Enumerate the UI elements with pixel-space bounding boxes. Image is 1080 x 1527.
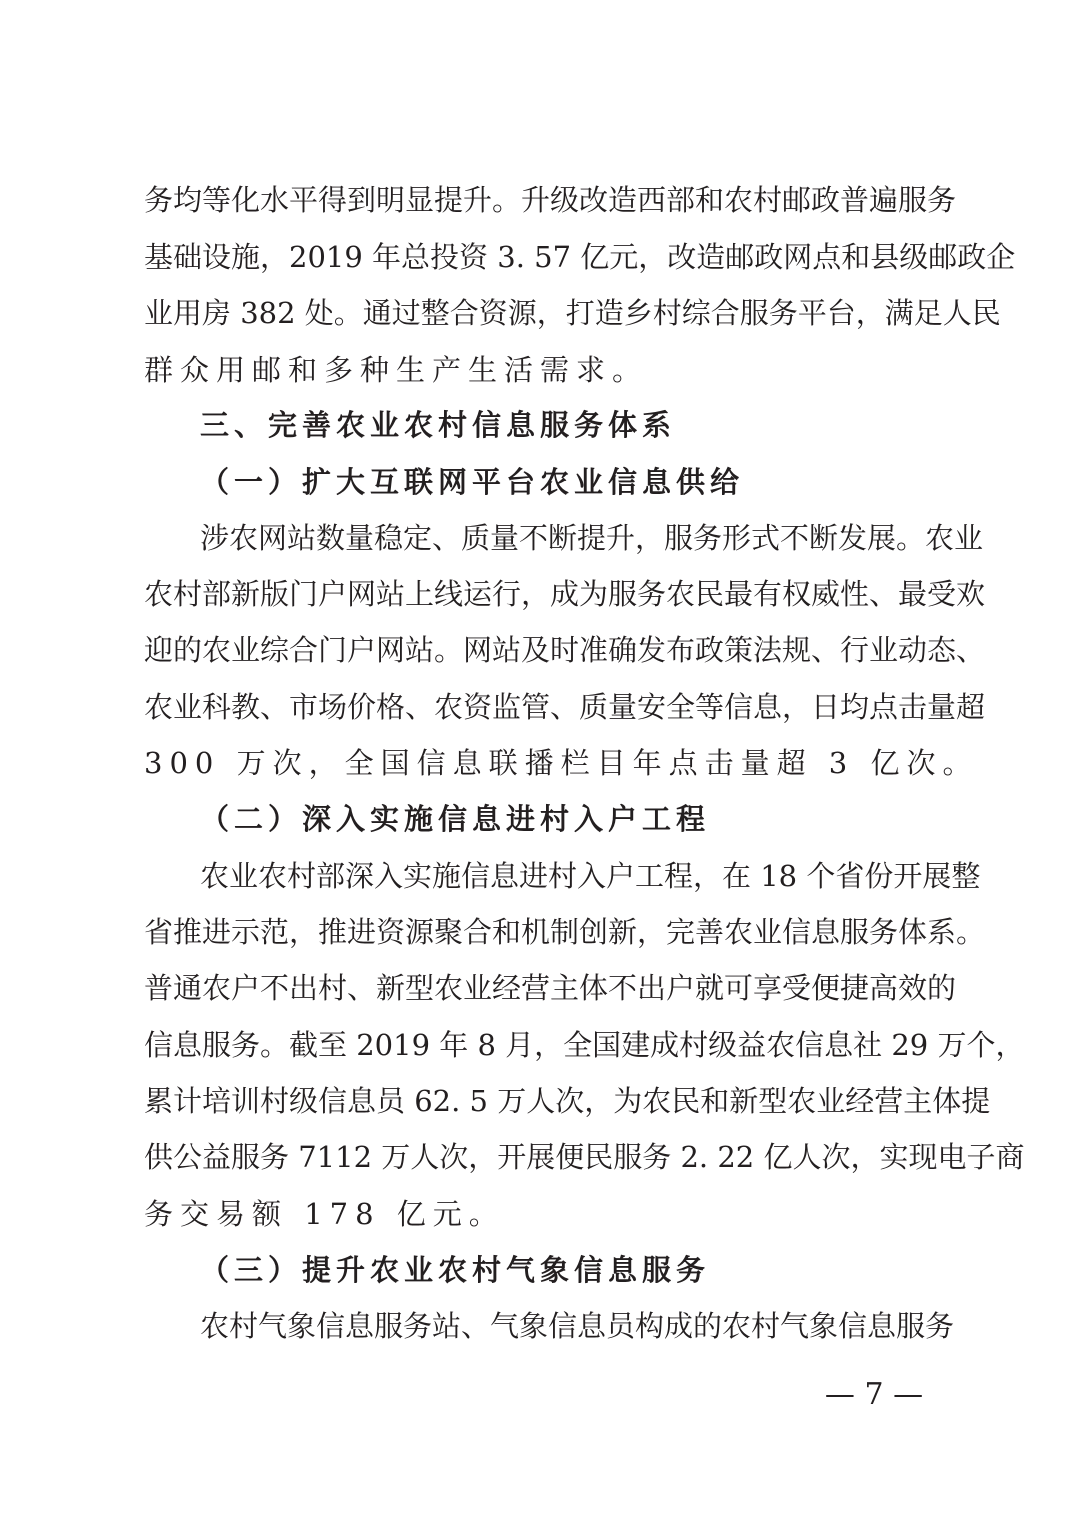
- paragraph-line: 农村气象信息服务站、气象信息员构成的农村气象信息服务: [200, 1309, 955, 1343]
- subsection-heading-3: （三）提升农业农村气象信息服务: [200, 1253, 711, 1287]
- subsection-heading-2: （二）深入实施信息进村入户工程: [200, 802, 711, 836]
- paragraph-line: 业用房 382 处。通过整合资源，打造乡村综合服务平台，满足人民: [144, 296, 1001, 330]
- paragraph-line: 迎的农业综合门户网站。网站及时准确发布政策法规、行业动态、: [144, 633, 986, 667]
- subsection-heading-1: （一）扩大互联网平台农业信息供给: [200, 465, 745, 499]
- paragraph-line: 务均等化水平得到明显提升。升级改造西部和农村邮政普遍服务: [144, 183, 957, 217]
- paragraph-line: 省推进示范，推进资源聚合和机制创新，完善农业信息服务体系。: [144, 915, 986, 949]
- paragraph-line: 累计培训村级信息员 62. 5 万人次，为农民和新型农业经营主体提: [144, 1084, 991, 1118]
- paragraph-line: 信息服务。截至 2019 年 8 月，全国建成村级益农信息社 29 万个，: [144, 1028, 1025, 1062]
- paragraph-line: 农业农村部深入实施信息进村入户工程，在 18 个省份开展整: [200, 859, 981, 893]
- paragraph-line: 普通农户不出村、新型农业经营主体不出户就可享受便捷高效的: [144, 971, 957, 1005]
- paragraph-line: 务交易额 178 亿元。: [144, 1197, 505, 1231]
- section-heading: 三、完善农业农村信息服务体系: [200, 408, 677, 442]
- page-number: — 7 —: [824, 1377, 924, 1412]
- paragraph-line: 涉农网站数量稳定、质量不断提升，服务形式不断发展。农业: [200, 521, 984, 555]
- paragraph-line: 基础设施，2019 年总投资 3. 57 亿元，改造邮政网点和县级邮政企: [144, 240, 1016, 274]
- paragraph-line: 群众用邮和多种生产生活需求。: [144, 353, 649, 387]
- paragraph-line: 供公益服务 7112 万人次，开展便民服务 2. 22 亿人次，实现电子商: [144, 1140, 1025, 1174]
- paragraph-line: 农村部新版门户网站上线运行，成为服务农民最有权威性、最受欢: [144, 577, 986, 611]
- paragraph-line: 300 万次，全国信息联播栏目年点击量超 3 亿次。: [144, 746, 979, 780]
- paragraph-line: 农业科教、市场价格、农资监管、质量安全等信息，日均点击量超: [144, 690, 986, 724]
